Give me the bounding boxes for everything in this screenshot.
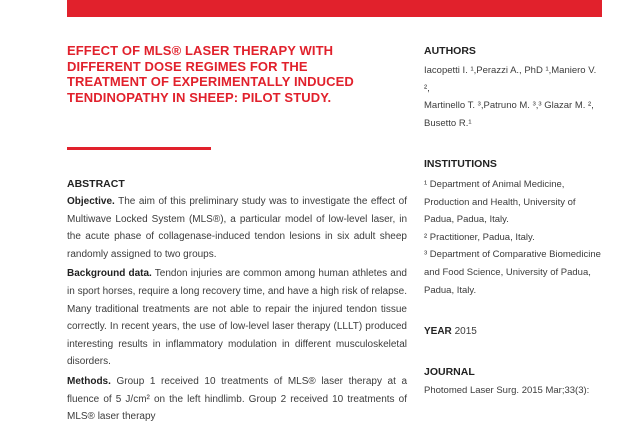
objective-text: The aim of this preliminary study was to investigate the effect of Multiwave Locked System (MLS®), a particular model of low-level laser, in the acute phase of collagenase-induced tendon lesions in six adult sheep randomly assigned to two groups.: [67, 196, 407, 260]
title-divider: [67, 147, 211, 150]
institutions-list: [424, 176, 614, 299]
authors-line: Busetto R.¹: [424, 117, 472, 129]
background-label: Background data.: [67, 268, 152, 280]
institution-line: Production and Health, University of: [424, 196, 576, 208]
objective-label: Objective.: [67, 196, 115, 207]
journal-heading: JOURNAL: [424, 366, 475, 378]
authors-line: Martinello T. ³,Patruno M. ³,³ Glazar M. ²,: [424, 100, 594, 112]
authors-line: Iacopetti I. ¹,Perazzi A., PhD ¹,Maniero V. ²,: [424, 65, 597, 94]
authors-list: [424, 62, 599, 132]
header-accent-bar: [67, 0, 602, 17]
abstract-background: [67, 265, 407, 371]
authors-heading: AUTHORS: [424, 45, 476, 57]
methods-text: Group 1 received 10 treatments of MLS® laser therapy at a fluence of 5 J/cm² on the left hindlimb. Group 2 received 10 treatments of MLS® laser therapy: [67, 375, 408, 423]
year-value: 2015: [454, 326, 477, 337]
institution-line: ¹ Department of Animal Medicine,: [424, 179, 565, 190]
abstract-methods: [67, 373, 407, 426]
abstract-body: [67, 193, 407, 428]
institutions-heading: INSTITUTIONS: [424, 158, 497, 170]
institution-line: and Food Science, University of Padua,: [424, 266, 591, 278]
publication-year: [424, 326, 477, 337]
journal-citation: Photomed Laser Surg. 2015 Mar;33(3):: [424, 385, 590, 396]
institution-line: Padua, Padua, Italy.: [424, 214, 509, 226]
methods-label: Methods.: [67, 375, 111, 387]
institution-line: ³ Department of Comparative Biomedicine: [424, 249, 601, 261]
background-text: Tendon injuries are common among human athletes and in sport horses, require a long recovery time, and have a high risk of relapse. Many traditional treatments are not able to repair the injured tendon tissue correctly. In recent years, the use of low-level laser therapy (LLLT) produced interesting results in inflammatory modulation in different musculoskeletal disorders.: [67, 268, 407, 368]
institution-line: Padua, Italy.: [424, 284, 477, 296]
institution-line: ² Practitioner, Padua, Italy.: [424, 231, 535, 243]
abstract-heading: ABSTRACT: [67, 178, 125, 190]
year-label: YEAR: [424, 326, 452, 337]
abstract-objective: [67, 193, 407, 263]
article-title: EFFECT OF MLS® LASER THERAPY WITH DIFFERENT DOSE REGIMES FOR THE TREATMENT OF EXPERIMENTALLY INDUCED TENDINOPATHY IN SHEEP: PILOT STUDY.: [67, 43, 354, 105]
